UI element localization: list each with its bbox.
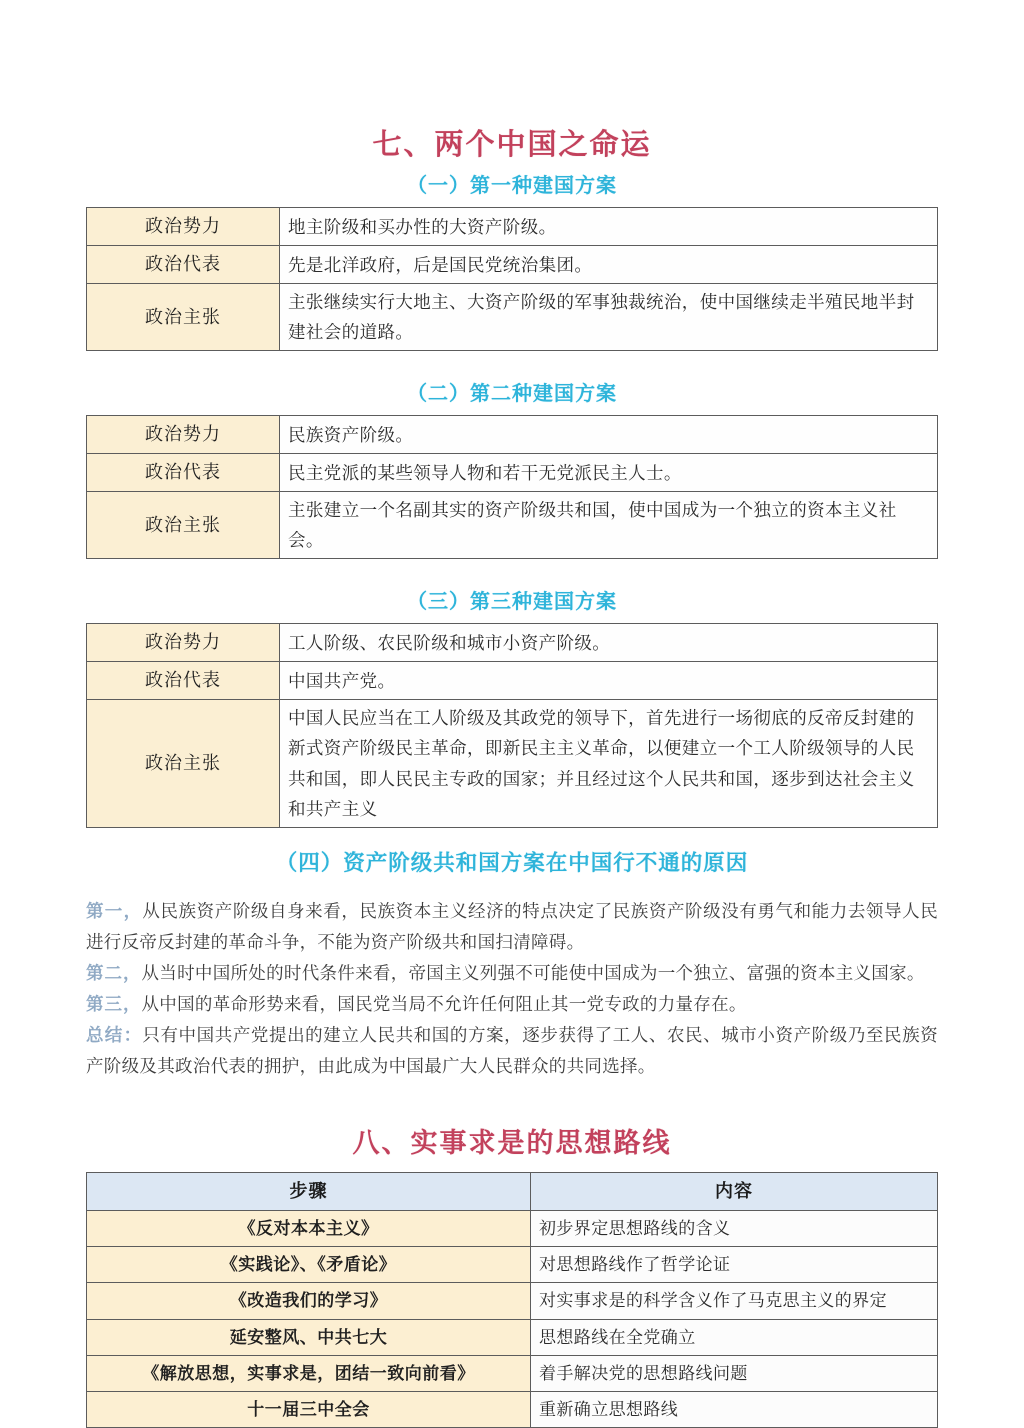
row-value: 中国共产党。	[280, 662, 938, 700]
row-value: 先是北洋政府，后是国民党统治集团。	[280, 246, 938, 284]
step-content: 思想路线在全党确立	[531, 1319, 938, 1355]
step-content: 着手解决党的思想路线问题	[531, 1355, 938, 1391]
row-label: 政治主张	[87, 700, 280, 827]
row-value: 民族资产阶级。	[280, 416, 938, 454]
table-row	[87, 1391, 938, 1427]
reason-item-3	[86, 989, 938, 1020]
reason-item-1	[86, 896, 938, 958]
row-label: 政治代表	[87, 246, 280, 284]
column-header-content: 内容	[531, 1173, 938, 1211]
row-value: 工人阶级、农民阶级和城市小资产阶级。	[280, 624, 938, 662]
table-thought-line	[86, 1172, 938, 1428]
table-row	[87, 624, 938, 662]
row-label: 政治主张	[87, 492, 280, 559]
row-label: 政治势力	[87, 416, 280, 454]
table-row	[87, 1283, 938, 1319]
reason-summary	[86, 1020, 938, 1082]
step-name: 十一届三中全会	[87, 1391, 531, 1427]
step-name: 《反对本本主义》	[87, 1211, 531, 1247]
reason-text: 从当时中国所处的时代条件来看，帝国主义列强不可能使中国成为一个独立、富强的资本主义国家。	[141, 962, 925, 983]
reason-text: 从民族资产阶级自身来看，民族资本主义经济的特点决定了民族资产阶级没有勇气和能力去领导人民进行反帝反封建的革命斗争，不能为资产阶级共和国扫清障碍。	[86, 900, 939, 952]
table-row	[87, 454, 938, 492]
section-7-title: 七、两个中国之命运	[372, 129, 652, 161]
table-row	[87, 246, 938, 284]
subsection-4-heading: （四）资产阶级共和国方案在中国行不通的原因	[275, 850, 749, 875]
step-name: 《实践论》、《矛盾论》	[87, 1247, 531, 1283]
step-name: 《解放思想，实事求是，团结一致向前看》	[87, 1355, 531, 1391]
reason-item-2	[86, 958, 938, 989]
step-content: 对实事求是的科学含义作了马克思主义的界定	[531, 1283, 938, 1319]
subsection-1-heading: （一）第一种建国方案	[407, 175, 617, 198]
table-row	[87, 662, 938, 700]
table-row	[87, 284, 938, 351]
row-label: 政治主张	[87, 284, 280, 351]
reasons-paragraphs	[86, 896, 938, 1083]
step-content: 初步界定思想路线的含义	[531, 1211, 938, 1247]
table-plan-3	[86, 623, 938, 827]
table-row	[87, 208, 938, 246]
row-value: 地主阶级和买办性的大资产阶级。	[280, 208, 938, 246]
table-header-row	[87, 1173, 938, 1211]
table-row	[87, 1211, 938, 1247]
reason-marker: 第一，	[86, 900, 143, 921]
table-plan-2	[86, 415, 938, 559]
step-name: 《改造我们的学习》	[87, 1283, 531, 1319]
table-row	[87, 416, 938, 454]
row-label: 政治代表	[87, 662, 280, 700]
section-8-title: 八、实事求是的思想路线	[352, 1127, 672, 1158]
subsection-3-heading: （三）第三种建国方案	[407, 591, 617, 614]
column-header-step: 步骤	[87, 1173, 531, 1211]
summary-marker: 总结：	[86, 1025, 143, 1046]
reason-marker: 第二，	[86, 962, 142, 983]
row-value: 中国人民应当在工人阶级及其政党的领导下，首先进行一场彻底的反帝反封建的新式资产阶级民主革命，即新民主主义革命，以便建立一个工人阶级领导的人民共和国，即人民民主专政的国家；并且经过这个人民共和国，逐步到达社会主义和共产主义	[280, 700, 938, 827]
table-row	[87, 1355, 938, 1391]
table-plan-1	[86, 207, 938, 351]
row-value: 主张继续实行大地主、大资产阶级的军事独裁统治，使中国继续走半殖民地半封建社会的道路。	[280, 284, 938, 351]
table-row	[87, 492, 938, 559]
table-row	[87, 1319, 938, 1355]
step-name: 延安整风、中共七大	[87, 1319, 531, 1355]
table-row	[87, 1247, 938, 1283]
step-content: 对思想路线作了哲学论证	[531, 1247, 938, 1283]
row-label: 政治势力	[87, 624, 280, 662]
reason-marker: 第三，	[86, 994, 142, 1015]
row-label: 政治势力	[87, 208, 280, 246]
table-row	[87, 700, 938, 827]
row-value: 主张建立一个名副其实的资产阶级共和国，使中国成为一个独立的资本主义社会。	[280, 492, 938, 559]
row-value: 民主党派的某些领导人物和若干无党派民主人士。	[280, 454, 938, 492]
step-content: 重新确立思想路线	[531, 1391, 938, 1427]
summary-text: 只有中国共产党提出的建立人民共和国的方案，逐步获得了工人、农民、城市小资产阶级乃至民族资产阶级及其政治代表的拥护，由此成为中国最广大人民群众的共同选择。	[86, 1025, 939, 1077]
reason-text: 从中国的革命形势来看，国民党当局不允许任何阻止其一党专政的力量存在。	[141, 994, 747, 1015]
subsection-2-heading: （二）第二种建国方案	[407, 383, 617, 406]
row-label: 政治代表	[87, 454, 280, 492]
